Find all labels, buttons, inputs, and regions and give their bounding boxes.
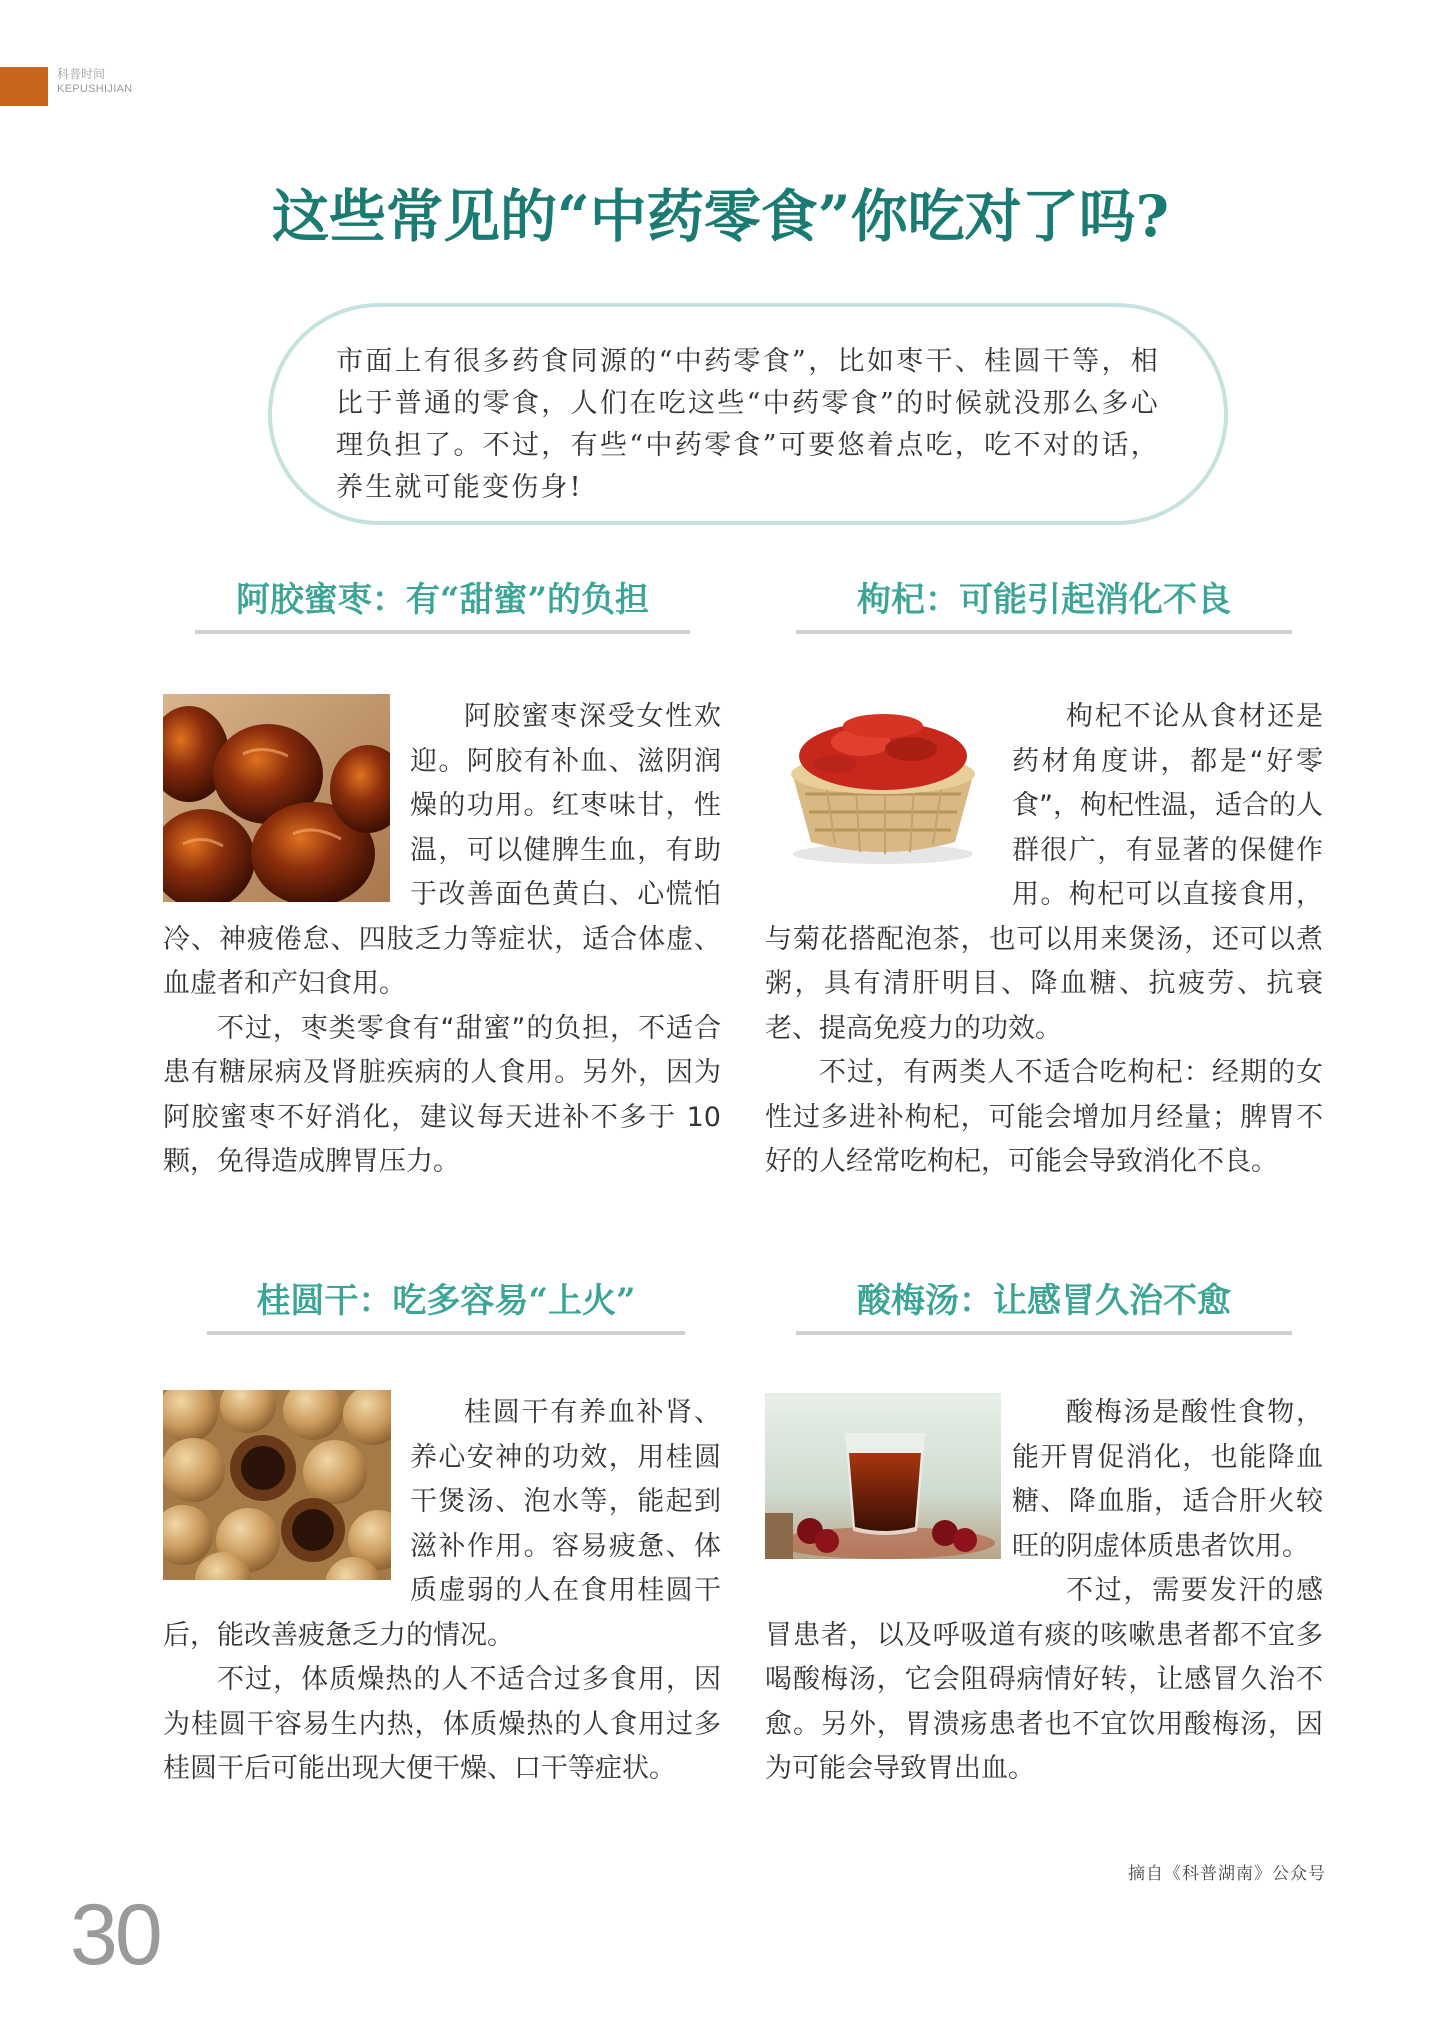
paragraph: 不过，需要发汗的感冒患者，以及呼吸道有痰的咳嗽患者都不宜多喝酸梅汤，它会阻碍病情好转，让感冒久治不愈。另外，胃溃疡患者也不宜饮用酸梅汤，因为可能会导致胃出血。 xyxy=(765,1575,1323,1784)
section-tag-en: KEPUSHIJIAN xyxy=(57,83,133,95)
section-heading-ejiao: 阿胶蜜枣：有“甜蜜”的负担 xyxy=(235,580,650,620)
section-body-goji xyxy=(765,695,1323,1185)
heading-rule xyxy=(796,630,1292,634)
section-heading-longan: 桂圆干：吃多容易“上火” xyxy=(256,1281,636,1321)
intro-box xyxy=(268,303,1228,525)
heading-rule xyxy=(796,1331,1292,1335)
page-title: 这些常见的“中药零食”你吃对了吗? xyxy=(272,183,1169,250)
heading-rule xyxy=(207,1331,685,1335)
paragraph: 不过，枣类零食有“甜蜜”的负担，不适合患有糖尿病及肾脏疾病的人食用。另外，因为阿胶蜜枣不好消化，建议每天进补不多于 10 颗，免得造成脾胃压力。 xyxy=(163,1012,721,1177)
section-body-plum xyxy=(765,1391,1323,1792)
paragraph: 不过，体质燥热的人不适合过多食用，因为桂圆干容易生内热，体质燥热的人食用过多桂圆干后可能出现大便干燥、口干等症状。 xyxy=(163,1664,721,1784)
paragraph: 枸杞不论从食材还是药材角度讲，都是“好零食”，枸杞性温，适合的人群很广，有显著的保健作用。枸杞可以直接食用，与菊花搭配泡茶，也可以用来煲汤，还可以煮粥，具有清肝明目、降血糖、抗疲劳、抗衰老、提高免疫力的功效。 xyxy=(765,701,1323,1044)
section-tag xyxy=(57,67,132,97)
paragraph: 桂圆干有养血补肾、养心安神的功效，用桂圆干煲汤、泡水等，能起到滋补作用。容易疲惫、体质虚弱的人在食用桂圆干后，能改善疲惫乏力的情况。 xyxy=(163,1397,721,1651)
source-credit: 摘自《科普湖南》公众号 xyxy=(1128,1864,1326,1884)
section-body-ejiao xyxy=(163,695,721,1185)
section-body-longan xyxy=(163,1391,721,1792)
page-number: 30 xyxy=(70,1887,160,1983)
heading-rule xyxy=(195,630,690,634)
section-tag-cn: 科普时间 xyxy=(57,67,106,81)
section-heading-goji: 枸杞：可能引起消化不良 xyxy=(857,580,1231,620)
paragraph: 阿胶蜜枣深受女性欢迎。阿胶有补血、滋阴润燥的功用。红枣味甘，性温，可以健脾生血，有助于改善面色黄白、心慌怕冷、神疲倦怠、四肢乏力等症状，适合体虚、血虚者和产妇食用。 xyxy=(163,701,721,999)
section-tab-marker xyxy=(0,67,48,106)
section-heading-plum: 酸梅汤：让感冒久治不愈 xyxy=(857,1281,1231,1321)
intro-text: 市面上有很多药食同源的“中药零食”，比如枣干、桂圆干等，相比于普通的零食，人们在吃这些“中药零食”的时候就没那么多心理负担了。不过，有些“中药零食”可要悠着点吃，吃不对的话，养生就可能变伤身! xyxy=(336,346,1160,503)
paragraph: 酸梅汤是酸性食物，能开胃促消化，也能降血糖、降血脂，适合肝火较旺的阴虚体质患者饮用。 xyxy=(1012,1397,1323,1562)
paragraph: 不过，有两类人不适合吃枸杞：经期的女性过多进补枸杞，可能会增加月经量；脾胃不好的人经常吃枸杞，可能会导致消化不良。 xyxy=(765,1057,1323,1177)
